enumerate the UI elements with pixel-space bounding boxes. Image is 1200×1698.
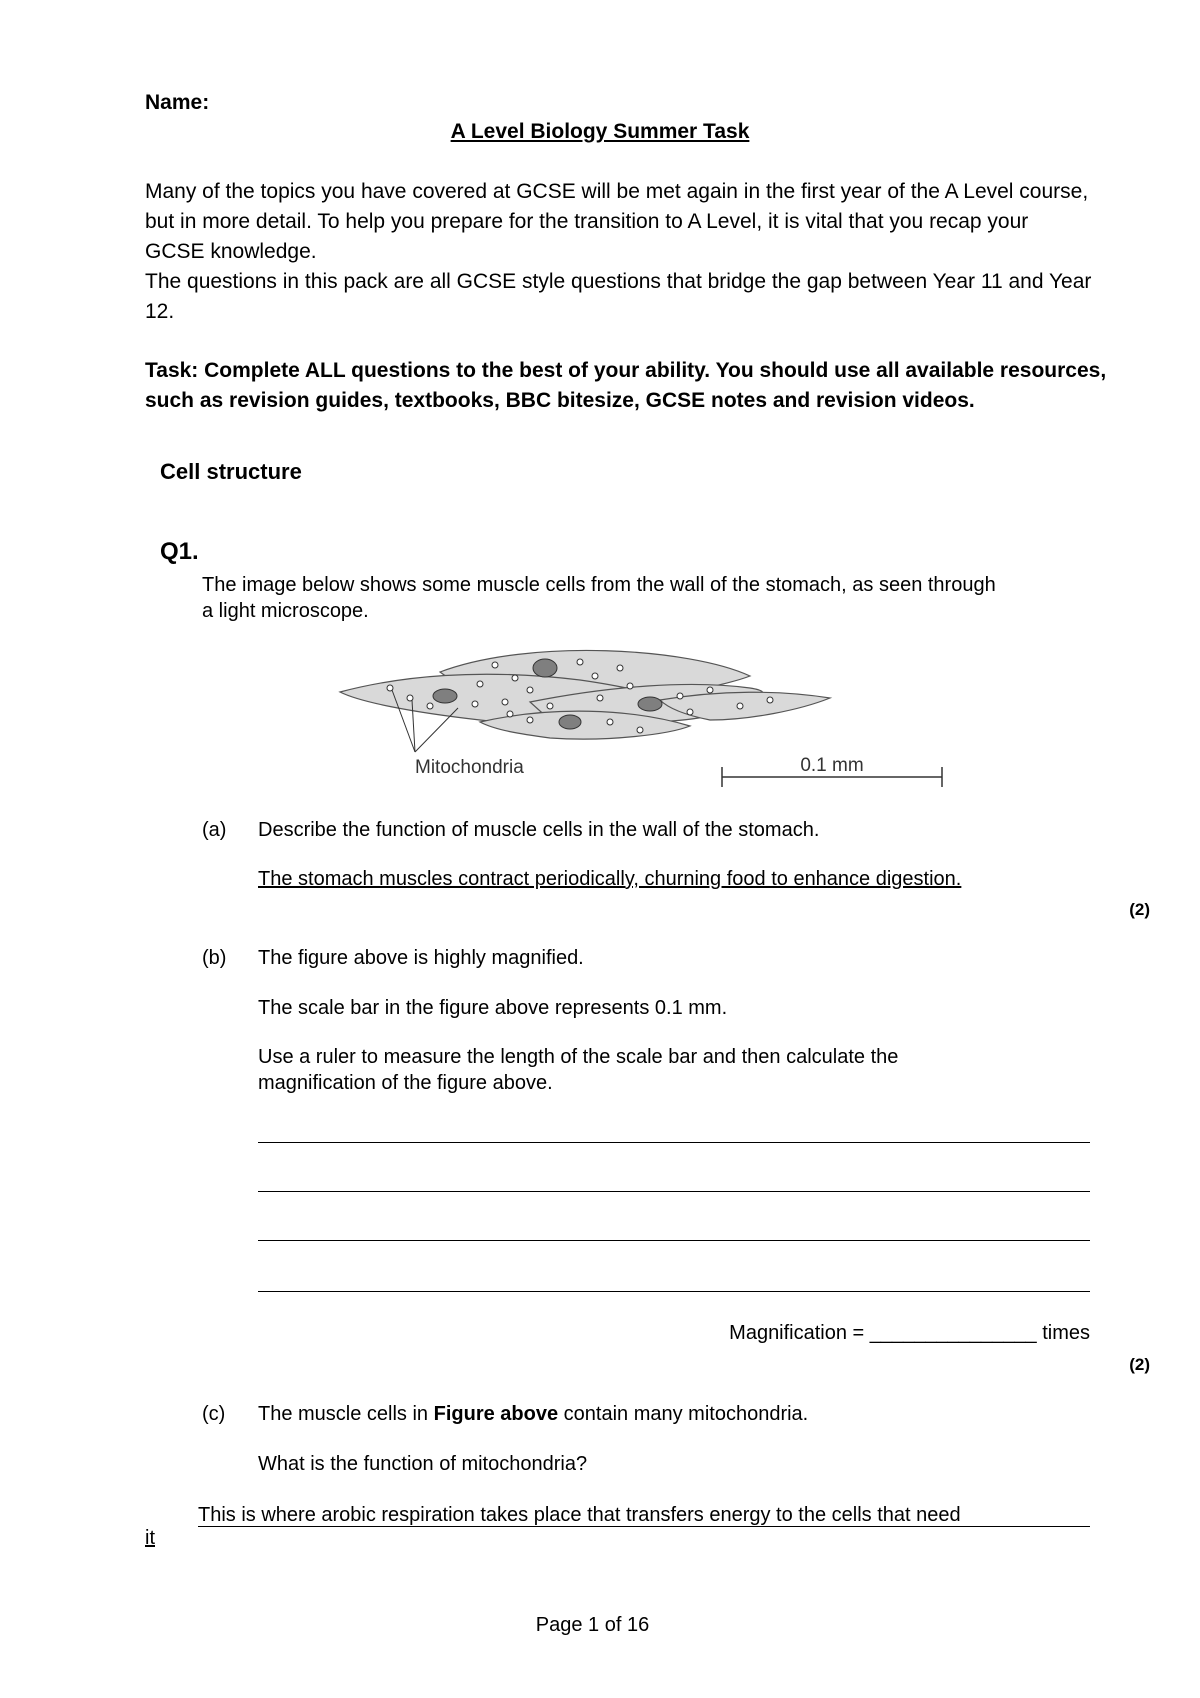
instruction-line: Use a ruler to measure the length of the scale bar and then calculate the (258, 1046, 899, 1068)
task-instructions (145, 356, 1106, 416)
name-label: Name: (145, 91, 210, 114)
marks: (2) (1129, 900, 1150, 919)
part-c-answer: This is where arobic respiration takes place that transfers energy to the cells that need (198, 1504, 1090, 1527)
part-b-question: The figure above is highly magnified. (258, 947, 584, 969)
stem-line: a light microscope. (202, 600, 369, 622)
part-c-question (258, 1401, 808, 1427)
instruction-line: magnification of the figure above. (258, 1072, 553, 1094)
intro-paragraph (145, 177, 1091, 327)
answer-line[interactable] (258, 1191, 1090, 1192)
scale-label: 0.1 mm (800, 755, 864, 776)
part-label: (c) (202, 1403, 226, 1425)
part-a-question: Describe the function of muscle cells in the wall of the stomach. (258, 819, 820, 841)
intro-line: GCSE knowledge. (145, 240, 317, 263)
intro-line: Many of the topics you have covered at GCSE will be met again in the first year of the A Level course, (145, 180, 1089, 203)
part-label: (b) (202, 947, 227, 969)
intro-line: 12. (145, 300, 175, 323)
question-text: contain many mitochondria. (558, 1403, 809, 1425)
question-number: Q1. (160, 538, 199, 565)
part-b-instruction (258, 1044, 898, 1096)
magnification-label: Magnification = (729, 1322, 870, 1344)
page-number: Page 1 of 16 (535, 1614, 650, 1636)
magnification-blank[interactable]: _______________ (869, 1322, 1037, 1344)
part-c-answer-continued: it (145, 1527, 155, 1549)
task-line: Task: Complete ALL questions to the best of your ability. You should use all available resources, (145, 359, 1107, 382)
nucleus (559, 715, 581, 729)
intro-line: but in more detail. To help you prepare for the transition to A Level, it is vital that you recap your (145, 210, 1029, 233)
intro-line: The questions in this pack are all GCSE style questions that bridge the gap between Year 11 and Year (145, 270, 1092, 293)
magnification-result (729, 1320, 1090, 1346)
stem-line: The image below shows some muscle cells from the wall of the stomach, as seen through (202, 574, 996, 596)
answer-line[interactable] (258, 1142, 1090, 1143)
part-b-scale-text: The scale bar in the figure above represents 0.1 mm. (258, 997, 728, 1019)
mitochondria-label: Mitochondria (415, 757, 524, 778)
part-label: (a) (202, 819, 227, 841)
question-stem (202, 572, 996, 624)
page-title: A Level Biology Summer Task (450, 120, 750, 143)
marks: (2) (1129, 1355, 1150, 1374)
question-text: The muscle cells in (258, 1403, 434, 1425)
task-line: such as revision guides, textbooks, BBC bitesize, GCSE notes and revision videos. (145, 389, 975, 412)
nucleus (638, 697, 662, 711)
part-c-question-2: What is the function of mitochondria? (258, 1453, 588, 1475)
nucleus (533, 659, 557, 677)
section-heading: Cell structure (160, 459, 302, 484)
nucleus (433, 689, 457, 703)
answer-line[interactable] (258, 1240, 1090, 1241)
times-label: times (1036, 1322, 1090, 1344)
answer-line[interactable] (258, 1291, 1090, 1292)
muscle-cells-figure (330, 640, 970, 790)
question-bold: Figure above (433, 1403, 559, 1425)
part-a-answer: The stomach muscles contract periodically, churning food to enhance digestion. (258, 868, 962, 890)
